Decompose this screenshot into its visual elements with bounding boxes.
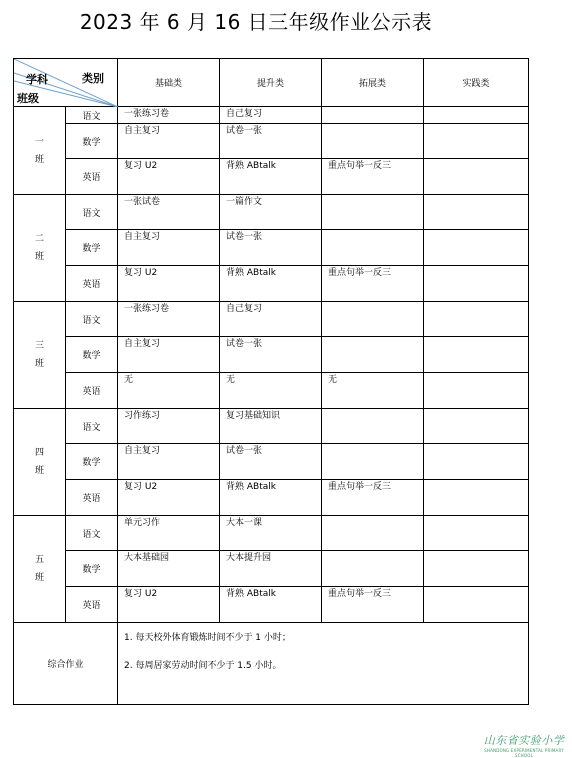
page-title: 2023 年 6 月 16 日三年级作业公示表 — [79, 10, 433, 34]
homework-cell — [424, 302, 529, 337]
homework-cell: 复习 U2 — [118, 587, 220, 623]
class-name-line: 三 — [34, 341, 44, 351]
homework-cell: 试卷一张 — [220, 230, 322, 266]
comprehensive-note: 2. 每周居家劳动时间不少于 1.5 小时。 — [124, 661, 282, 671]
homework-cell: 自己复习 — [220, 302, 322, 337]
subject-cell: 数学 — [66, 444, 118, 480]
homework-cell: 大本提升园 — [220, 551, 322, 587]
homework-cell — [322, 516, 424, 551]
homework-cell — [424, 195, 529, 230]
homework-cell: 自主复习 — [118, 337, 220, 373]
homework-cell: 重点句举一反三 — [322, 480, 424, 516]
table-row — [14, 195, 529, 230]
homework-cell — [322, 409, 424, 444]
homework-cell — [424, 373, 529, 409]
homework-cell — [424, 480, 529, 516]
table-row — [14, 587, 529, 623]
homework-cell — [322, 444, 424, 480]
homework-cell: 试卷一张 — [220, 444, 322, 480]
homework-cell: 复习 U2 — [118, 266, 220, 302]
homework-cell — [424, 159, 529, 195]
subject-cell: 语文 — [66, 107, 118, 124]
comprehensive-label: 综合作业 — [14, 623, 118, 705]
class-name-line: 班 — [34, 466, 44, 476]
subject-cell: 英语 — [66, 587, 118, 623]
school-logo-name: 山东省实验小学 — [483, 734, 565, 747]
homework-cell: 背熟 ABtalk — [220, 159, 322, 195]
homework-cell — [424, 409, 529, 444]
table-row — [14, 302, 529, 337]
homework-cell — [424, 551, 529, 587]
table-row — [14, 444, 529, 480]
homework-cell: 一篇作文 — [220, 195, 322, 230]
homework-cell — [424, 587, 529, 623]
table-row — [14, 551, 529, 587]
homework-cell: 试卷一张 — [220, 124, 322, 159]
table-row — [14, 107, 529, 124]
homework-cell: 大本一课 — [220, 516, 322, 551]
subject-cell: 数学 — [66, 337, 118, 373]
subject-cell: 语文 — [66, 195, 118, 230]
homework-cell: 一张练习卷 — [118, 107, 220, 124]
class-name-line: 班 — [34, 154, 44, 165]
subject-cell: 语文 — [66, 409, 118, 444]
homework-cell: 自己复习 — [220, 107, 322, 124]
homework-cell — [424, 230, 529, 266]
homework-cell: 自主复习 — [118, 230, 220, 266]
homework-cell — [424, 266, 529, 302]
homework-cell: 习作练习 — [118, 409, 220, 444]
homework-cell: 单元习作 — [118, 516, 220, 551]
homework-cell — [322, 302, 424, 337]
homework-cell: 大本基础园 — [118, 551, 220, 587]
homework-cell — [322, 337, 424, 373]
homework-cell: 复习 U2 — [118, 159, 220, 195]
homework-cell: 复习 U2 — [118, 480, 220, 516]
subject-cell: 语文 — [66, 302, 118, 337]
subject-cell: 语文 — [66, 516, 118, 551]
column-header-improve: 提升类 — [220, 59, 322, 107]
table-row — [14, 337, 529, 373]
homework-table — [13, 58, 529, 705]
subject-cell: 数学 — [66, 551, 118, 587]
homework-cell — [424, 107, 529, 124]
table-row — [14, 480, 529, 516]
category-axis-label: 类别 — [82, 72, 104, 85]
homework-cell: 无 — [220, 373, 322, 409]
school-logo-subtitle: SHANDONG EXPERIMENTAL PRIMARY SCHOOL — [484, 748, 564, 758]
school-logo — [478, 732, 570, 758]
homework-cell — [424, 516, 529, 551]
homework-cell: 背熟 ABtalk — [220, 266, 322, 302]
class-name-cell — [14, 409, 66, 516]
class-name-cell — [14, 516, 66, 623]
homework-cell: 自主复习 — [118, 124, 220, 159]
homework-cell — [322, 107, 424, 124]
homework-cell — [322, 124, 424, 159]
class-name-line: 班 — [34, 573, 44, 583]
table-row — [14, 159, 529, 195]
homework-cell — [322, 230, 424, 266]
subject-cell: 数学 — [66, 124, 118, 159]
table-row — [14, 516, 529, 551]
homework-cell — [322, 551, 424, 587]
subject-cell: 英语 — [66, 480, 118, 516]
table-row — [14, 373, 529, 409]
homework-cell: 背熟 ABtalk — [220, 480, 322, 516]
column-header-practice: 实践类 — [424, 59, 529, 107]
homework-cell: 一张试卷 — [118, 195, 220, 230]
comprehensive-note: 1. 每天校外体育锻炼时间不少于 1 小时； — [124, 633, 291, 643]
class-name-line: 四 — [34, 448, 44, 458]
class-name-cell — [14, 195, 66, 302]
subject-cell: 英语 — [66, 266, 118, 302]
header-row — [14, 59, 529, 107]
corner-header-cell — [14, 59, 118, 107]
subject-axis-label: 学科 — [26, 73, 48, 86]
subject-cell: 数学 — [66, 230, 118, 266]
homework-cell — [424, 337, 529, 373]
column-header-basic: 基础类 — [118, 59, 220, 107]
subject-cell: 英语 — [66, 159, 118, 195]
comprehensive-notes — [118, 623, 529, 705]
class-name-line: 二 — [34, 234, 44, 244]
class-name-line: 班 — [34, 359, 44, 369]
subject-cell: 英语 — [66, 373, 118, 409]
homework-cell — [424, 124, 529, 159]
class-name-cell — [14, 107, 66, 195]
table-row — [14, 266, 529, 302]
homework-cell: 复习基础知识 — [220, 409, 322, 444]
homework-cell: 背熟 ABtalk — [220, 587, 322, 623]
class-name-line: 一 — [34, 136, 44, 147]
comprehensive-row — [14, 623, 529, 705]
homework-cell: 重点句举一反三 — [322, 159, 424, 195]
class-name-line: 五 — [34, 555, 44, 565]
column-header-extend: 拓展类 — [322, 59, 424, 107]
homework-cell: 无 — [118, 373, 220, 409]
homework-cell — [322, 195, 424, 230]
class-name-cell — [14, 302, 66, 409]
homework-cell: 一张练习卷 — [118, 302, 220, 337]
class-name-line: 班 — [34, 252, 44, 262]
homework-cell: 重点句举一反三 — [322, 587, 424, 623]
table-row — [14, 409, 529, 444]
table-row — [14, 124, 529, 159]
homework-cell: 自主复习 — [118, 444, 220, 480]
homework-cell — [424, 444, 529, 480]
homework-cell: 重点句举一反三 — [322, 266, 424, 302]
class-axis-label: 班级 — [17, 92, 39, 105]
table-row — [14, 230, 529, 266]
homework-cell: 无 — [322, 373, 424, 409]
homework-cell: 试卷一张 — [220, 337, 322, 373]
